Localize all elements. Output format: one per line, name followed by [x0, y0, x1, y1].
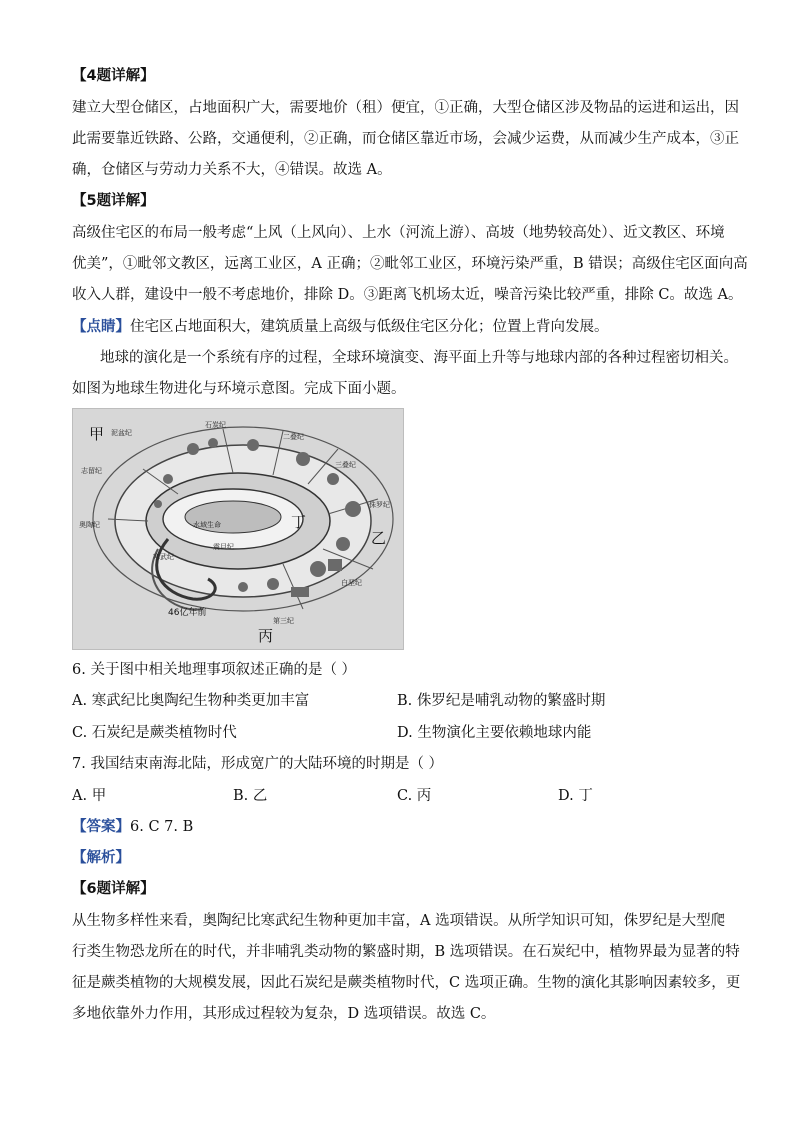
q6-detail-line-1: 从生物多样性来看，奥陶纪比寒武纪生物种更加丰富，A 选项错误。从所学知识可知，侏罗纪是大型爬 [72, 913, 726, 929]
q5-heading: 【5题详解】 [72, 193, 155, 209]
label-period-7: 志留纪 [81, 467, 102, 475]
label-period-3: 三叠纪 [335, 461, 356, 469]
q5-line-1: 高级住宅区的布局一般考虑“上风（上风向）、上水（河流上游）、高坡（地势较高处）、近文教区、环境 [72, 225, 725, 241]
label-period-5: 白垩纪 [341, 579, 362, 587]
label-period-4: 侏罗纪 [369, 501, 390, 509]
dianjing-heading: 【点睛】 [72, 319, 130, 335]
q6-detail-line-3: 征是蕨类植物的大规模发展，因此石炭纪是蕨类植物时代，C 选项正确。生物的演化其影响因素较多，更 [72, 975, 741, 991]
label-period-2: 二叠纪 [283, 433, 304, 441]
q4-line-1: 建立大型仓储区，占地面积广大，需要地价（租）便宜，①正确，大型仓储区涉及物品的运进和运出，因 [72, 100, 739, 116]
label-period-9: 寒武纪 [153, 553, 174, 561]
q6-option-b: B. 侏罗纪是哺乳动物的繁盛时期 [397, 693, 606, 709]
label-center: 水域生命 [193, 521, 221, 529]
q6-detail-line-2: 行类生物恐龙所在的时代，并非哺乳类动物的繁盛时期，B 选项错误。在石炭纪中，植物界最为显著的特 [72, 944, 740, 960]
q4-line-2: 此需要靠近铁路、公路，交通便利，②正确，而仓储区靠近市场，会减少运费，从而减少生产成本，③正 [72, 131, 739, 147]
intro-line-1: 地球的演化是一个系统有序的过程，全球环境演变、海平面上升等与地球内部的各种过程密切相关。 [100, 350, 738, 366]
q5-line-2: 优美”，①毗邻文教区，远离工业区，A 正确；②毗邻工业区，环境污染严重，B 错误；高级住宅区面向高 [72, 256, 748, 272]
q7-option-b: B. 乙 [233, 788, 268, 804]
label-period-8: 奥陶纪 [79, 521, 100, 529]
q7-option-a: A. 甲 [72, 788, 107, 804]
evolution-diagram-svg [73, 409, 403, 649]
answer-heading: 【答案】 [72, 819, 130, 835]
label-ding: 丁 [291, 513, 307, 531]
q4-line-3: 确，仓储区与劳动力关系不大，④错误。故选 A。 [72, 162, 392, 178]
q6-option-d: D. 生物演化主要依赖地球内能 [397, 725, 592, 741]
label-period-6: 第三纪 [273, 617, 294, 625]
answer-row [72, 817, 722, 837]
q7-option-c: C. 丙 [397, 788, 432, 804]
q6-option-c: C. 石炭纪是蕨类植物时代 [72, 725, 237, 741]
q6-option-a: A. 寒武纪比奥陶纪生物种类更加丰富 [72, 693, 310, 709]
q6-detail-line-4: 多地依靠外力作用，其形成过程较为复杂，D 选项错误。故选 C。 [72, 1006, 496, 1022]
answer-text: 6. C 7. B [130, 819, 194, 835]
label-period-0: 泥盆纪 [111, 429, 132, 437]
q7-option-d: D. 丁 [558, 788, 593, 804]
analysis-heading: 【解析】 [72, 850, 130, 866]
label-period-1: 石炭纪 [205, 421, 226, 429]
q4-heading: 【4题详解】 [72, 68, 155, 84]
dianjing-text: 住宅区占地面积大，建筑质量上高级与低级住宅区分化；位置上背向发展。 [130, 319, 609, 335]
label-bing: 丙 [258, 627, 274, 645]
label-yi: 乙 [371, 529, 387, 547]
evolution-diagram [72, 408, 404, 650]
label-jia: 甲 [89, 425, 105, 443]
q6-detail-heading: 【6题详解】 [72, 881, 155, 897]
intro-line-2: 如图为地球生物进化与环境示意图。完成下面小题。 [72, 381, 406, 397]
q7-stem: 7. 我国结束南海北陆，形成宽广的大陆环境的时期是（ ） [72, 756, 444, 772]
q6-stem: 6. 关于图中相关地理事项叙述正确的是（ ） [72, 662, 357, 678]
label-age: 46亿年前 [168, 608, 207, 618]
q5-line-3: 收入人群，建设中一般不考虑地价，排除 D。③距离飞机场太近，噪音污染比较严重，排除 C。故选 A。 [72, 287, 743, 303]
dianjing-row [72, 317, 722, 337]
label-period-10: 震旦纪 [213, 543, 234, 551]
